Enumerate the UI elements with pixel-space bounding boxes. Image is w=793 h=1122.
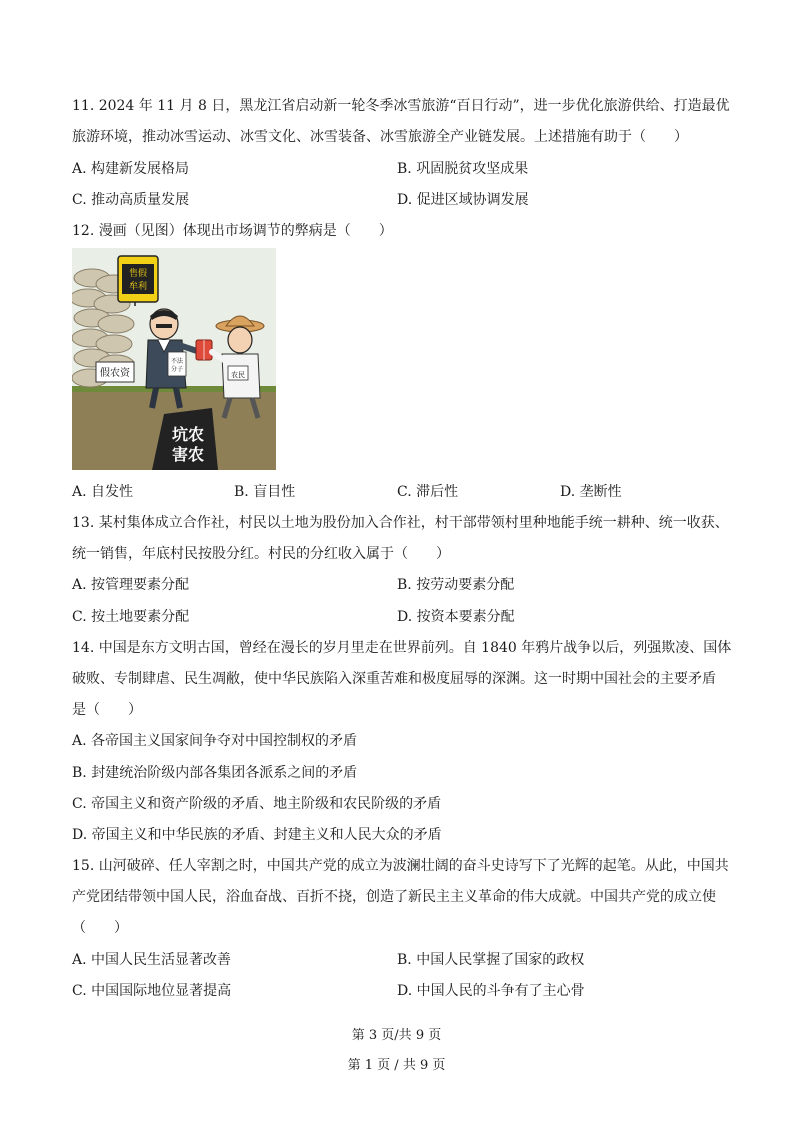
q11-option-c: C. 推动高质量发展: [72, 192, 190, 208]
cartoon-sign-bottom: 牟利: [128, 282, 148, 292]
q14-stem-line2: 破败、专制肆虐、民生凋敝，使中华民族陷入深重苦难和极度屈辱的深渊。这一时期中国社会的主要矛盾: [72, 671, 716, 687]
q13-option-c: C. 按土地要素分配: [72, 609, 190, 625]
q13-stem-line1: 13. 某村集体成立合作社，村民以土地为股份加入合作社，村干部带领村里种地能手统一耕种、统一收获、: [72, 515, 729, 531]
cartoon-pit-line1: 坑农: [171, 425, 205, 444]
q15-option-b: B. 中国人民掌握了国家的政权: [397, 952, 585, 968]
q13-stem-line2: 统一销售，年底村民按股分红。村民的分红收入属于（ ）: [72, 546, 450, 562]
q11-stem-line1: 11. 2024 年 11 月 8 日，黑龙江省启动新一轮冬季冰雪旅游“百日行动”，进一步优化旅游供给、打造最优: [72, 98, 730, 114]
q14-stem-line1: 14. 中国是东方文明古国，曾经在漫长的岁月里走在世界前列。自 1840 年鸦片战争以后，列强欺凌、国体: [72, 640, 732, 656]
q12-option-a: A. 自发性: [72, 484, 134, 500]
cartoon-seller-label2: 分子: [170, 366, 184, 373]
cartoon-pit-line2: 害农: [171, 445, 205, 464]
q11-option-b: B. 巩固脱贫攻坚成果: [397, 161, 529, 177]
q12-option-d: D. 垄断性: [560, 484, 622, 500]
q14-stem-line3: 是（ ）: [72, 702, 142, 718]
q15-option-a: A. 中国人民生活显著改善: [72, 952, 232, 968]
q14-option-b: B. 封建统治阶级内部各集团各派系之间的矛盾: [72, 765, 358, 781]
q15-stem-line1: 15. 山河破碎、任人宰割之时，中国共产党的成立为波澜壮阔的奋斗史诗写下了光辉的起笔。从此，中国共: [72, 858, 729, 874]
q14-option-c: C. 帝国主义和资产阶级的矛盾、地主阶级和农民阶级的矛盾: [72, 796, 442, 812]
cartoon-seller-label1: 不法: [170, 358, 184, 365]
cartoon-bags-label: 假农资: [100, 368, 130, 379]
q15-option-d: D. 中国人民的斗争有了主心骨: [397, 983, 585, 999]
q11-option-a: A. 构建新发展格局: [72, 161, 190, 177]
q11-stem-line2: 旅游环境，推动冰雪运动、冰雪文化、冰雪装备、冰雪旅游全产业链发展。上述措施有助于（ ）: [72, 129, 688, 145]
q12-stem-line1: 12. 漫画（见图）体现出市场调节的弊病是（ ）: [72, 223, 393, 239]
cartoon-farmer-label: 农民: [231, 371, 245, 379]
q12-cartoon-image: [72, 248, 276, 470]
q11-option-d: D. 促进区域协调发展: [397, 192, 529, 208]
q15-option-c: C. 中国国际地位显著提高: [72, 983, 232, 999]
q14-option-a: A. 各帝国主义国家间争夺对中国控制权的矛盾: [72, 733, 358, 749]
q12-option-b: B. 盲目性: [234, 484, 296, 500]
q12-option-c: C. 滞后性: [397, 484, 459, 500]
page-number-outer: 第 1 页 / 共 9 页: [347, 1058, 446, 1073]
q13-option-b: B. 按劳动要素分配: [397, 577, 515, 593]
page-number-inner: 第 3 页/共 9 页: [351, 1028, 442, 1043]
q14-option-d: D. 帝国主义和中华民族的矛盾、封建主义和人民大众的矛盾: [72, 827, 442, 843]
q13-option-d: D. 按资本要素分配: [397, 609, 515, 625]
cartoon-sign-top: 售假: [128, 269, 148, 279]
q15-stem-line3: （ ）: [72, 920, 128, 936]
q15-stem-line2: 产党团结带领中国人民，浴血奋战、百折不挠，创造了新民主主义革命的伟大成就。中国共产党的成立使: [72, 889, 716, 905]
q13-option-a: A. 按管理要素分配: [72, 577, 190, 593]
